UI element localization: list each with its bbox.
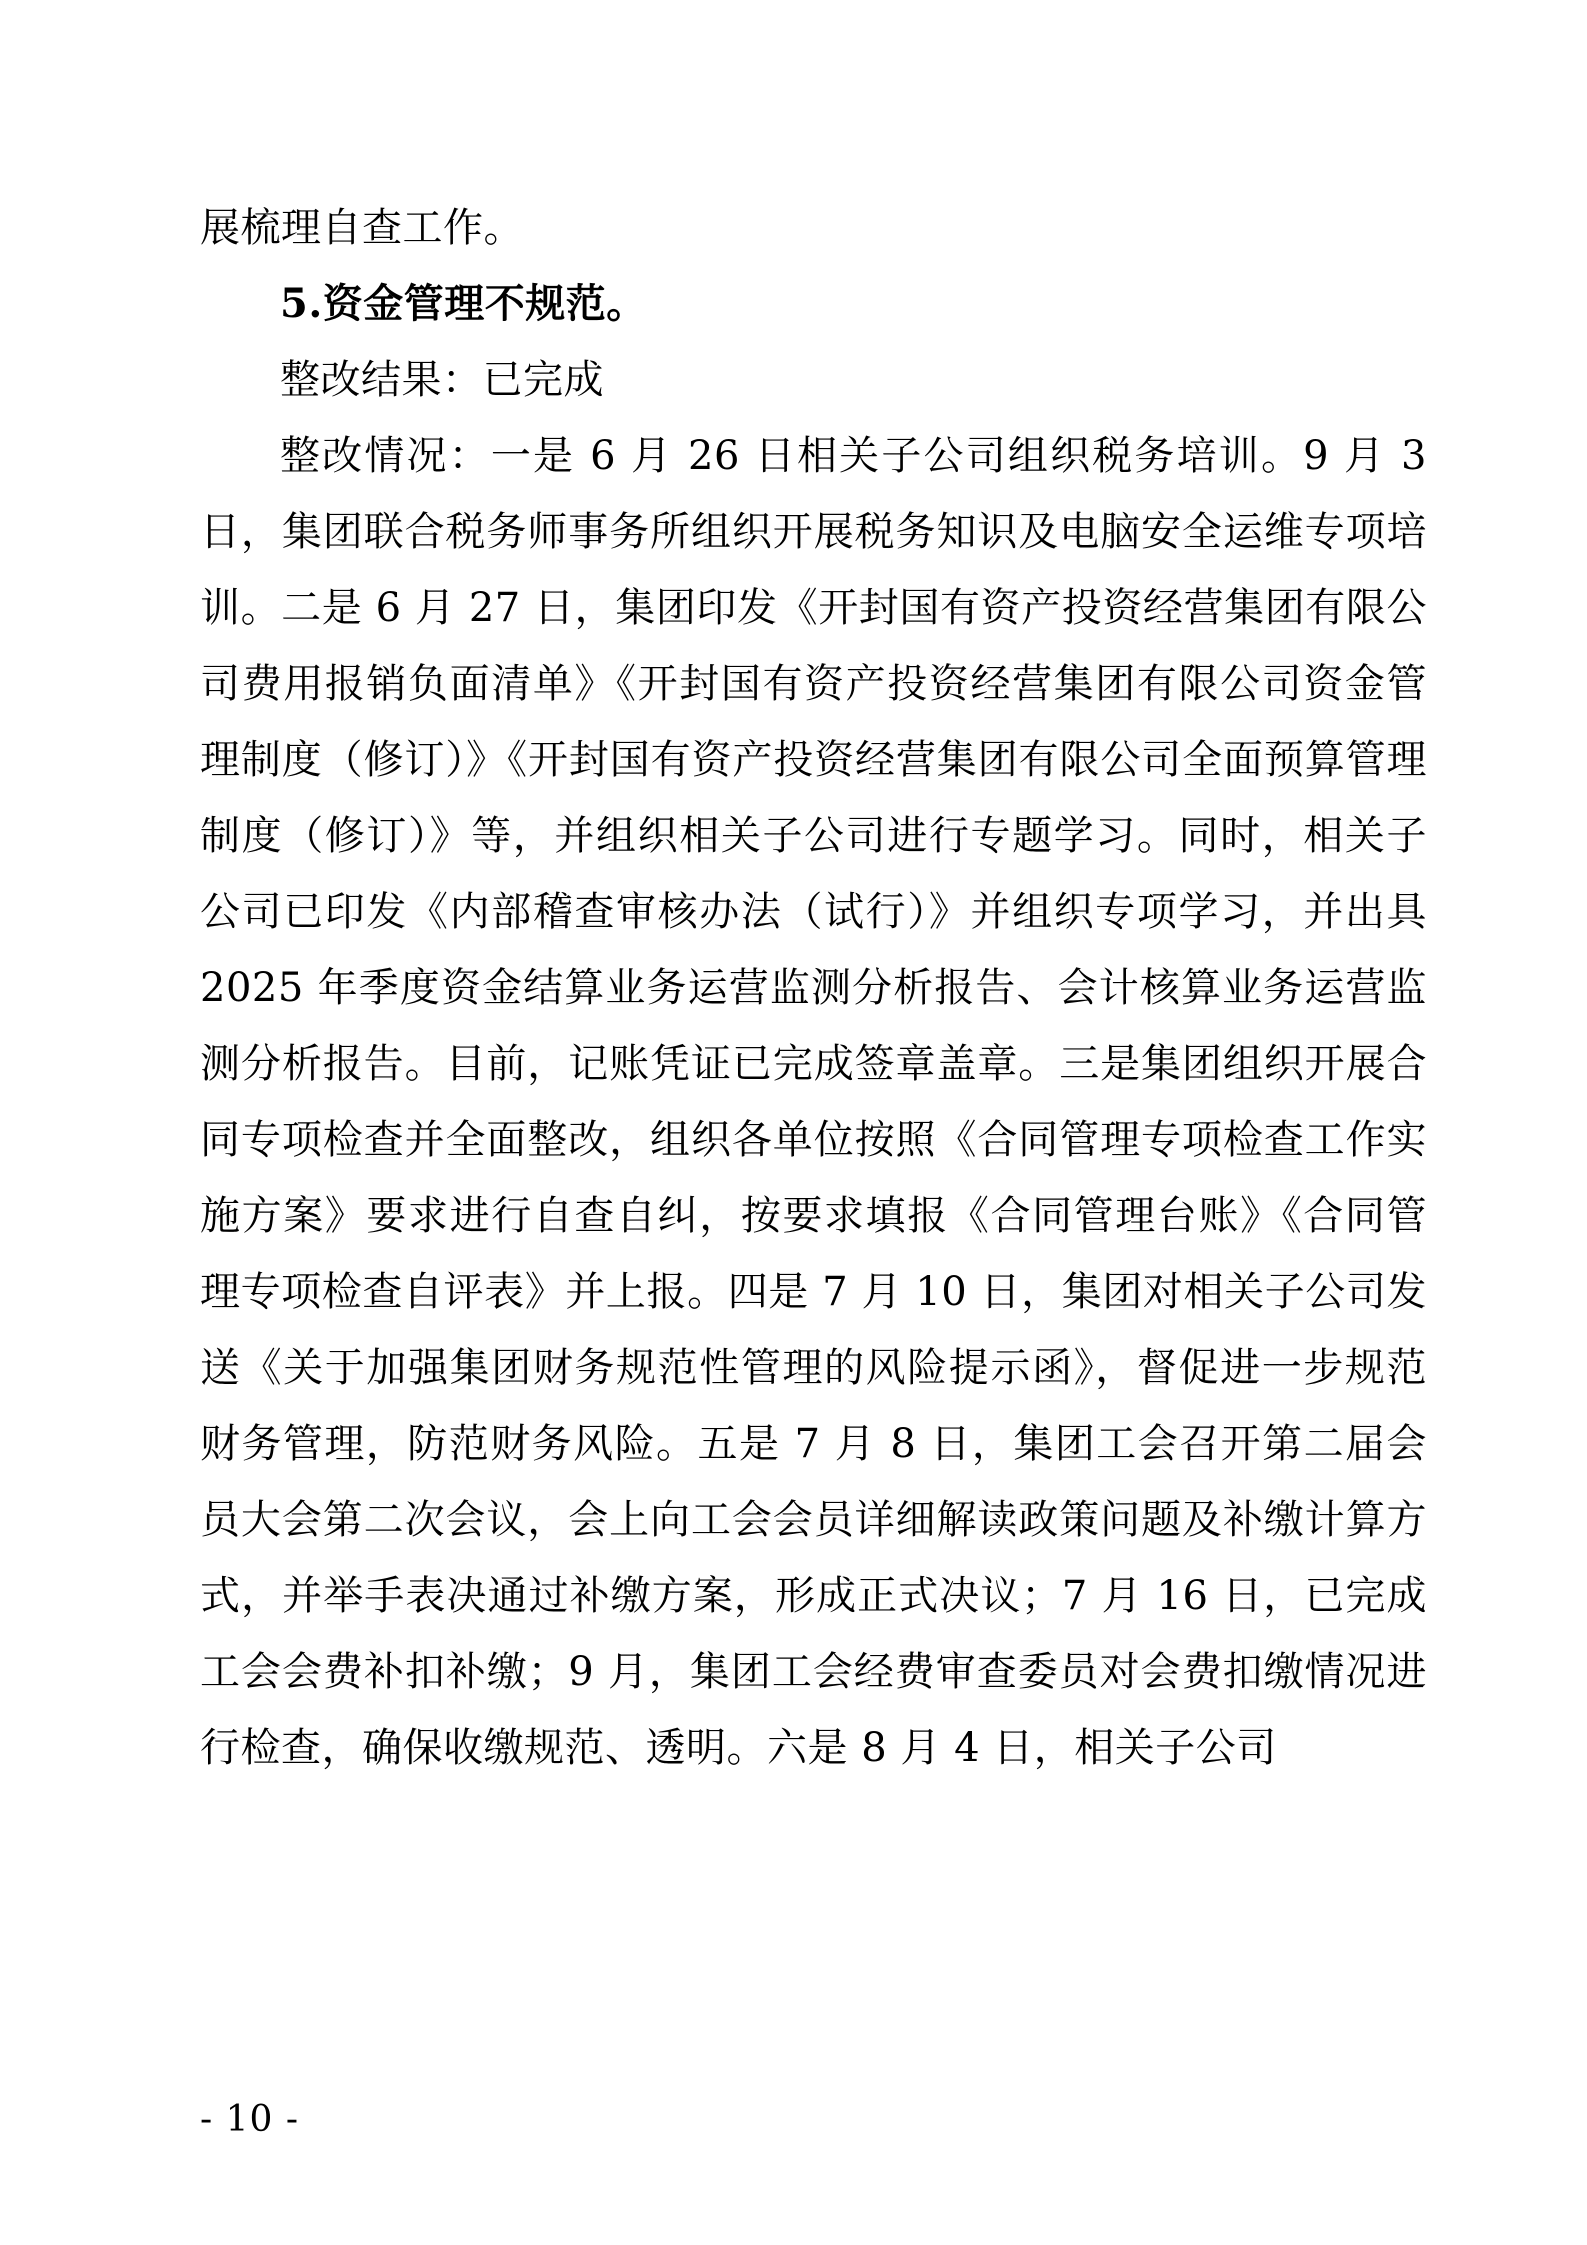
paragraph-heading-item: 5.资金管理不规范。 — [280, 280, 647, 327]
document-body — [200, 190, 1427, 1786]
paragraph-continuation: 展梳理自查工作。 — [200, 205, 524, 251]
paragraph-rectification-result: 整改结果：已完成 — [280, 357, 604, 403]
page-number: - 10 - — [200, 2099, 300, 2140]
paragraph-rectification-detail: 整改情况：一是 6 月 26 日相关子公司组织税务培训。9 月 3 日，集团联合税务师事务所组织开展税务知识及电脑安全运维专项培训。二是 6 月 27 日，集团印发《开封国有资产投资经营集团有限公司费用报销负面清单》《开封国有资产投资经营集团有限公司资金管理制度（修订）》《开封国有资产投资经营集团有限公司全面预算管理制度（修订）》等，并组织相关子公司进行专题学习。同时，相关子公司已印发《内部稽查审核办法（试行）》并组织专项学习，并出具 2025 年季度资金结算业务运营监测分析报告、会计核算业务运营监测分析报告。目前，记账凭证已完成签章盖章。三是集团组织开展合同专项检查并全面整改，组织各单位按照《合同管理专项检查工作实施方案》要求进行自查自纠，按要求填报《合同管理台账》《合同管理专项检查自评表》并上报。四是 7 月 10 日，集团对相关子公司发送《关于加强集团财务规范性管理的风险提示函》，督促进一步规范财务管理，防范财务风险。五是 7 月 8 日，集团工会召开第二届会员大会第二次会议，会上向工会会员详细解读政策问题及补缴计算方式，并举手表决通过补缴方案，形成正式决议；7 月 16 日，已完成工会会费补扣补缴；9 月，集团工会经费审查委员对会费扣缴情况进行检查，确保收缴规范、透明。六是 8 月 4 日，相关子公司 — [200, 433, 1427, 1771]
